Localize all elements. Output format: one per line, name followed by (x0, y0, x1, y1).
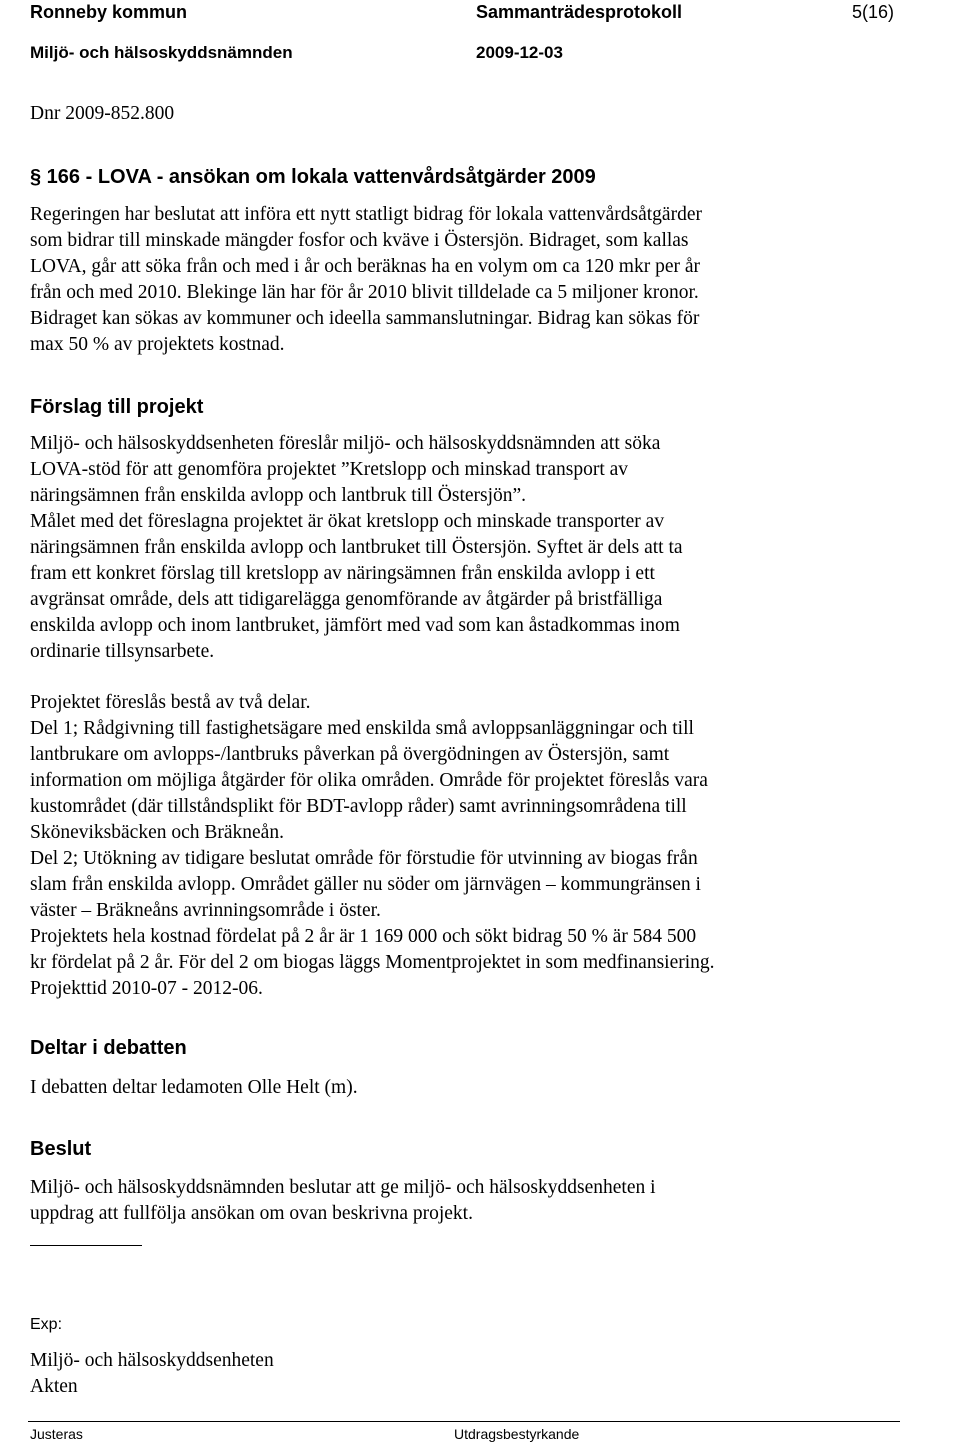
text-line: lantbrukare om avlopps-/lantbruks påverkan på övergödningen av Östersjön, samt (30, 744, 670, 765)
text-line: max 50 % av projektets kostnad. (30, 334, 285, 355)
project-parts-text (30, 690, 930, 1002)
text-line: från och med 2010. Blekinge län har för år 2010 blivit tilldelade ca 5 miljoner kronor. (30, 282, 699, 303)
proposal-text (30, 431, 930, 665)
document-type: Sammanträdesprotokoll (476, 2, 683, 22)
text-line: avgränsat område, dels att tidigarelägga genomförande av åtgärder på bristfälliga (30, 589, 663, 610)
text-line: Regeringen har beslutat att införa ett nytt statligt bidrag för lokala vattenvårdsåtgärder (30, 204, 702, 225)
debate-heading: Deltar i debatten (30, 1037, 187, 1059)
dnr: Dnr 2009-852.800 (30, 103, 175, 124)
text-line: uppdrag att fullfölja ansökan om ovan beskrivna projekt. (30, 1203, 473, 1224)
text-line: Miljö- och hälsoskyddsnämnden beslutar att ge miljö- och hälsoskyddsenheten i (30, 1177, 656, 1198)
text-line: LOVA-stöd för att genomföra projektet ”Kretslopp och minskad transport av (30, 459, 629, 480)
text-line: som bidrar till minskade mängder fosfor och kväve i Östersjön. Bidraget, som kallas (30, 230, 689, 251)
debate-text: I debatten deltar ledamoten Olle Helt (m). (30, 1077, 358, 1098)
text-line: Del 2; Utökning av tidigare beslutat område för förstudie för utvinning av biogas från (30, 848, 698, 869)
text-line: Miljö- och hälsoskyddsenheten (30, 1350, 274, 1371)
org-name: Ronneby kommun (30, 2, 188, 22)
case-title: § 166 - LOVA - ansökan om lokala vattenvårdsåtgärder 2009 (30, 166, 596, 188)
text-line: Del 1; Rådgivning till fastighetsägare med enskilda små avloppsanläggningar och till (30, 718, 694, 739)
text-line: fram ett konkret förslag till kretslopp av näringsämnen från enskilda avlopp i ett (30, 563, 655, 584)
text-line: Akten (30, 1376, 78, 1397)
text-line: information om möjliga åtgärder för olika områden. Område för projektet föreslås vara (30, 770, 708, 791)
expedition-list (30, 1348, 930, 1400)
footer-justeras: Justeras (30, 1426, 83, 1442)
text-line: Sköneviksbäcken och Bräkneån. (30, 822, 284, 843)
footer-rule (28, 1421, 900, 1422)
page-number: 5(16) (852, 2, 895, 22)
proposal-heading: Förslag till projekt (30, 396, 204, 418)
text-line: LOVA, går att söka från och med i år och beräknas ha en volym om ca 120 mkr per år (30, 256, 700, 277)
committee-name: Miljö- och hälsoskyddsnämnden (30, 43, 293, 62)
text-line: näringsämnen från enskilda avlopp och lantbruk till Östersjön”. (30, 485, 527, 506)
text-line: Målet med det föreslagna projektet är ökat kretslopp och minskade transporter av (30, 511, 665, 532)
decision-text (30, 1175, 930, 1227)
case-intro (30, 202, 930, 358)
separator-line (30, 1245, 142, 1246)
text-line: slam från enskilda avlopp. Området gäller nu söder om järnvägen – kommungränsen i (30, 874, 701, 895)
text-line: Projektet föreslås bestå av två delar. (30, 692, 311, 713)
decision-heading: Beslut (30, 1138, 92, 1160)
text-line: näringsämnen från enskilda avlopp och lantbruket till Östersjön. Syftet är dels att ta (30, 537, 683, 558)
text-line: kr fördelat på 2 år. För del 2 om biogas läggs Momentprojektet in som medfinansiering. (30, 952, 715, 973)
text-line: Bidraget kan sökas av kommuner och ideella sammanslutningar. Bidrag kan sökas för (30, 308, 700, 329)
text-line: Miljö- och hälsoskyddsenheten föreslår miljö- och hälsoskyddsnämnden att söka (30, 433, 661, 454)
text-line: Projekttid 2010-07 - 2012-06. (30, 978, 263, 999)
footer-utdragsbestyrkande: Utdragsbestyrkande (454, 1426, 580, 1442)
meeting-date: 2009-12-03 (476, 43, 563, 62)
expedition-label: Exp: (30, 1316, 63, 1333)
text-line: ordinarie tillsynsarbete. (30, 641, 215, 662)
text-line: Projektets hela kostnad fördelat på 2 år är 1 169 000 och sökt bidrag 50 % är 584 500 (30, 926, 697, 947)
text-line: väster – Bräkneåns avrinningsområde i öster. (30, 900, 381, 921)
text-line: kustområdet (där tillståndsplikt för BDT-avlopp råder) samt avrinningsområdena till (30, 796, 687, 817)
text-line: enskilda avlopp och inom lantbruket, jämfört med vad som kan åstadkommas inom (30, 615, 680, 636)
